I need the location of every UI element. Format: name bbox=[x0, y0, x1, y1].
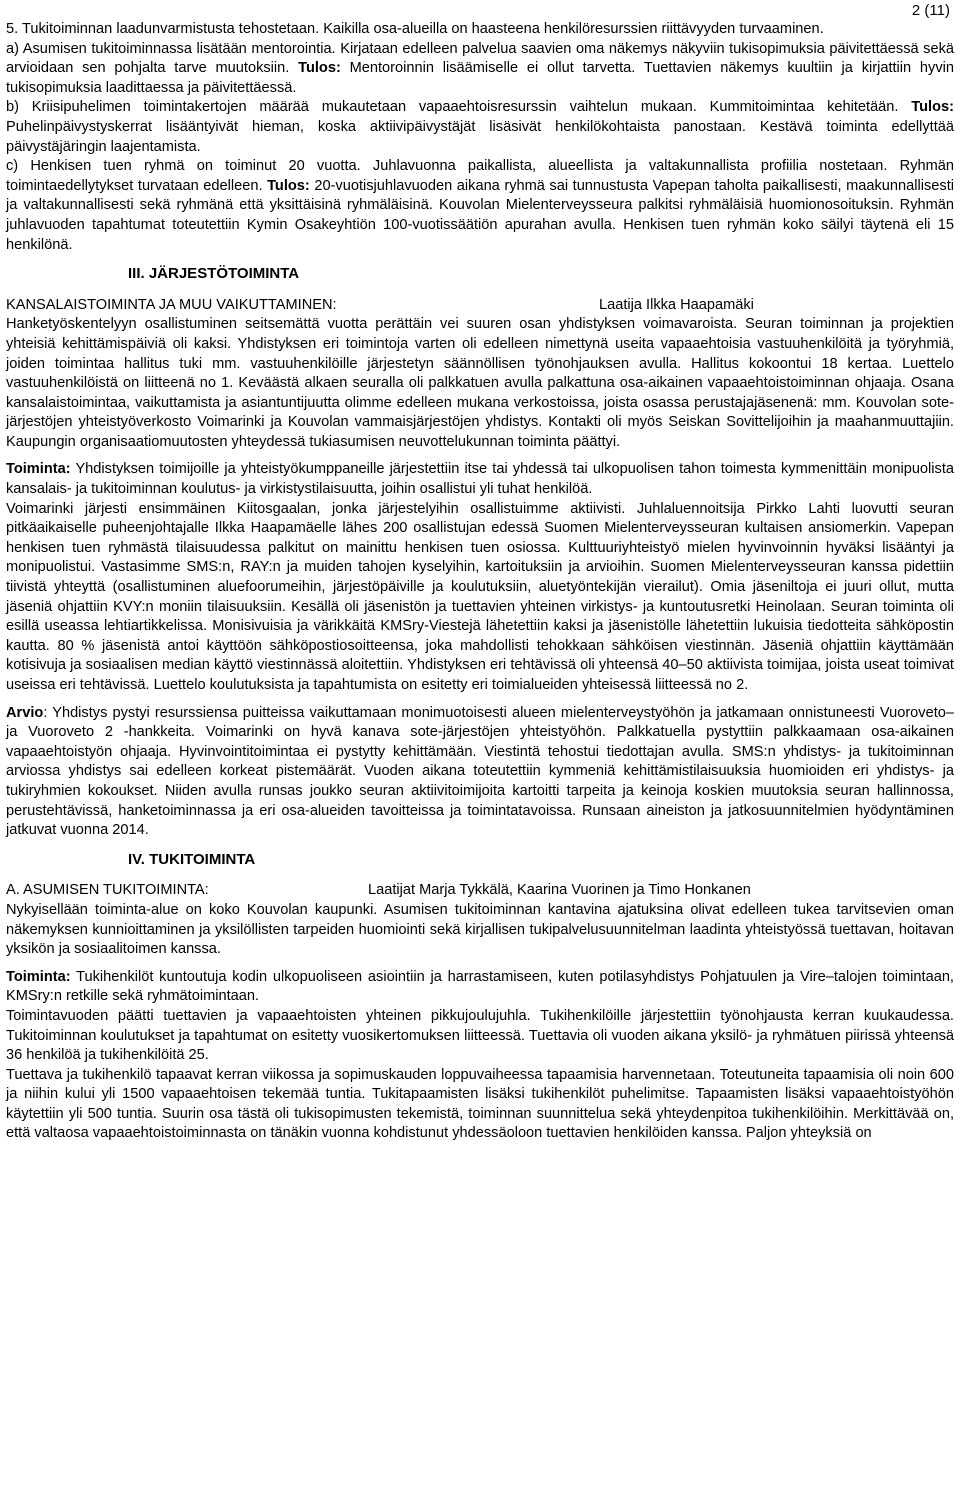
section-iv-authors: Laatijat Marja Tykkälä, Kaarina Vuorinen ja Timo Honkanen bbox=[368, 882, 751, 899]
section-iii-title: KANSALAISTOIMINTA JA MUU VAIKUTTAMINEN: bbox=[6, 296, 337, 313]
label-toiminta-iv: Toiminta: bbox=[6, 968, 71, 985]
paragraph-item-a bbox=[6, 40, 954, 99]
text-b-tulos: Puhelinpäivystyskerrat lisääntyivät hieman, koska aktiivipäivystäjät lisäsivät henkilökohtaista panostaan. Kestävä toiminta edellyttää päivystäjäringin laajentamista. bbox=[6, 118, 954, 155]
paragraph-iii-toiminta-2: Voimarinki järjesti ensimmäinen Kiitosgaalan, jonka järjestelyihin osallistuimme aktiivisti. Juhlaluennoitsija Pirkko Lahti luovutti seuran pitkäaikaiselle puheenjohtajalle Ilkka Haapamäelle lähes 200 osallistujan edessä Suomen Mielenterveysseuran kultaisen ansiomerkin. Vapepan henkisen tuen ryhmästä tilaisuudessa palkitut on mainittu henkisen tuen osiossa. Kulttuuriyhteistyö mielen hyvinvoinnin hyväksi lisääntyi ja monipuolistui. Vastasimme SMS:n, RAY:n ja muiden tahojen kyselyihin, kartoituksiin ja arvioihin. Suomen Mielenterveysseuran kanssa pidettiin tiivistä yhteyttä (osallistuminen aluefoorumeihin, järjestöpäiville ja koulutuksiin, aluetyöntekijän vierailut). Omia jäseniltoja ei juuri ollut, mutta jäseniä ohjattiin KVY:n moniin tilaisuuksiin. Kesällä oli jäsenistön ja tuettavien yhteinen virkistys- ja kuntoutusretki Heinolaan. Seuran toiminta oli esillä useassa lehtiartikkelissa. Monisivuisia ja värikkäitä KMSry-Viestejä lähetettiin kaksi ja jäsenistölle lähetettiin lukuisia tiedotteita sähköpostin kautta. 80 % jäsenistä antoi käyttöön sähköpostiosoitteensa, joka mahdollisti tehokkaan sähköisen viestinnän. Jäseniä ohjattiin käyttämään kotisivuja ja sosiaalisen median käyttö viestinnässä aloitettiin. Yhdistyksen eri tehtävissä oli yhteensä 40–50 aktiivista toimijaa, joista useat toimivat useissa eri tehtävissä. Luettelo koulutuksista ja tapahtumista on esitetty eri toimialueiden yhteisessä liitteessä no 2. bbox=[6, 500, 954, 693]
paragraph-iv-toiminta bbox=[6, 968, 954, 1007]
text-toiminta-iv: Tukihenkilöt kuntoutuja kodin ulkopuoliseen asiointiin ja harrastamiseen, kuten potilasyhdistys Pohjatuulen ja Vire–talojen toimintaan, KMSry:n retkille sekä ryhmätoimintaan. bbox=[6, 968, 954, 1005]
paragraph-iv-intro: Nykyisellään toiminta-alue on koko Kouvolan kaupunki. Asumisen tukitoiminnan kantavina ajatuksina olivat edelleen tukea tarvitsevien oman näkemyksen kunnioittaminen ja yksilöllisten tarpeiden huomiointi sekä kirjallisen tukipalvelusuunnitelman laadinta yhteistyössä tuettavan, hoitavan yksikön ja sosiaalitoimen kanssa. bbox=[6, 901, 954, 958]
text-a-tulos: Mentoroinnin lisäämiselle ei ollut tarvetta. Tuettavien näkemys kuultiin ja kirjattiin hyvin tukisopimuksia laadittaessa ja päivitettäessä. bbox=[6, 60, 954, 96]
text-c-tulos: 20-vuotisjuhlavuoden aikana ryhmä sai tunnustusta Vapepan taholta paikallisesti, maakunnallisesti ja valtakunnallisesti sekä ryhmänä että yksittäisinä ryhmäläisinä. Kouvolan Mielenterveysseura palkitsi ryhmäläisiä huomionosoituksin. Ryhmän juhlavuoden tapahtumat toteutettiin Kymin Osakeyhtiön 100-vuotissäätiön apurahan avulla. Henkisen tuen ryhmän koko säilyi täytenä eli 15 henkilönä. bbox=[6, 177, 954, 253]
label-tulos-b: Tulos: bbox=[911, 99, 954, 116]
section-iv-label-row bbox=[6, 881, 954, 901]
paragraph-iv-p2: Toimintavuoden päätti tuettavien ja vapaaehtoisten yhteinen pikkujoulujuhla. Tukihenkilöille järjestettiin työnohjausta kerran kuukaudessa. Tukitoiminnan koulutukset ja tapahtumat on esitetty vuosikertomuksen liitteessä. Tuettavia oli vuoden aikana yksilö- ja ryhmätuen piirissä yhteensä 36 henkilöä ja tukihenkilöitä 25. bbox=[6, 1007, 954, 1064]
document-body bbox=[6, 20, 954, 1144]
label-arvio: Arvio bbox=[6, 704, 44, 721]
paragraph-item-5: 5. Tukitoiminnan laadunvarmistusta tehostetaan. Kaikilla osa-alueilla on haasteena henkilöresurssien riittävyyden turvaaminen. bbox=[6, 21, 824, 37]
text-toiminta-iii: Yhdistyksen toimijoille ja yhteistyökumppaneille järjestettiin itse tai yhdessä tai ulkopuolisen tahon toimesta kymmenittäin monipuolista kansalais- ja tukitoiminnan koulutus- ja virkistystilaisuutta, joihin osallistui yli tuhat henkilöä. bbox=[6, 461, 954, 498]
paragraph-item-b bbox=[6, 98, 954, 157]
section-heading-iii: III. JÄRJESTÖTOIMINTA bbox=[128, 265, 300, 283]
paragraph-iv-p3: Tuettava ja tukihenkilö tapaavat kerran viikossa ja sopimuskauden loppuvaiheessa tapaamisia harvennetaan. Toteutuneita tapaamisia oli noin 600 ja niihin kului yli 1500 vapaaehtoisen tekemää tuntia. Tukitapaamisten lisäksi tukihenkilöt puhelimitse. Tapaamisten lisäksi vapaaehtoistyöhön käytettiin yli 500 tuntia. Suurin osa tästä oli tukisopimusten tekemistä, toiminnan suunnittelua sekä yhteydenpitoa tukihenkilöihin. Merkittävää on, että valtaosa vapaaehtoistoiminnasta on tänäkin vuonna kohdistunut yhdessäoloon tuettavien henkilöiden kanssa. Paljon yhteyksiä on bbox=[6, 1066, 954, 1142]
text-c: c) Henkisen tuen ryhmä on toiminut 20 vuotta. Juhlavuonna paikallista, alueellista ja valtakunnallista profiilia nostetaan. Ryhmän toimintaedellytykset turvataan edelleen. bbox=[6, 158, 954, 194]
label-tulos-a: Tulos: bbox=[298, 60, 341, 77]
text-a: a) Asumisen tukitoiminnassa lisätään mentorointia. Kirjataan edelleen palvelua saavien oma näkemys näkyviin tukisopimuksia päivitettäessä sekä arvioidaan sen pohjalta tarve muutoksiin. bbox=[6, 40, 954, 77]
section-heading-iv: IV. TUKITOIMINTA bbox=[128, 850, 256, 868]
section-iv-title: A. ASUMISEN TUKITOIMINTA: bbox=[6, 882, 209, 899]
section-iii-author: Laatija Ilkka Haapamäki bbox=[598, 296, 754, 313]
text-b: b) Kriisipuhelimen toimintakertojen määrää mukautetaan vapaaehtoisresurssin vaihtelun mukaan. Kummitoimintaa kehitetään. bbox=[6, 99, 912, 116]
label-toiminta-iii: Toiminta: bbox=[6, 461, 71, 478]
paragraph-iii-arvio bbox=[6, 704, 954, 841]
paragraph-iii-intro: Hanketyöskentelyyn osallistuminen seitsemättä vuotta perättäin vei suuren osan yhdistyksen voimavaroista. Seuran toiminnan ja projektien yhteisiä kehittämispäiviä oli kaksi. Yhdistyksen eri toimintoja varten oli edelleen nimettynä useita vapaaehtoisia vastuuhenkilöitä ja työryhmiä, joiden toimintaa hallitus tuki mm. vastuuhenkilöille järjestetyn säännöllisen työnohjauksen avulla. Hallitus kokoontui 18 kertaa. Luettelo vastuuhenkilöistä on liitteenä no 1. Keväästä alkaen seuralla oli palkkatuen avulla palkattuna osa-aikainen vapaaehtoistoiminnan ohjaaja. Osana kansalaistoimintaa, vaikuttamista ja asiantuntijuutta olimme edelleen mukana verkostoissa, joista osassa perustajajäsenenä: mm. Kouvolan sote-järjestöjen yhteistyöverkosto Voimarinki ja Kouvolan vammaisjärjestöjen yhdistys. Kontakti oli myös Seiskan Sovittelijoihin ja maahanmuuttajiin. Kaupungin organisaatiomuutosten yhteydessä tukiasumisen neuvottelukunnan toiminta päättyi. bbox=[6, 316, 954, 450]
paragraph-item-c bbox=[6, 157, 954, 255]
text-arvio: : Yhdistys pystyi resurssiensa puitteissa vaikuttamaan monimuotoisesti alueen mielenterveystyöhön ja jatkamaan onnistuneesti Vuoroveto– ja Vuoroveto 2 -hankkeita. Voimarinki on hyvä kanava sote-järjestöjen yhteistyöhön. Palkkatuella pystyttiin palkkaamaan osa-aikainen vapaaehtoistyön ohjaaja. Hyvinvointitoimintaa ei pystytty kehittämään. Viestintä tehostui tiedottajan avulla. SMS:n yhdistys- ja tukitoiminnan arviossa yhdistys sai edelleen korkeat pistemäärät. Vuoden aikana toteutettiin kymmeniä kehittämistilaisuuksia huomioiden eri yhdistys- ja tukiryhmien kokoukset. Niiden avulla runsas joukko seuran aktiivitoimijoita kartoitti tarpeita ja keinoja koskien muutoksia seuran hallinnossa, perustehtävissä, hanketoiminnassa ja eri osa-alueiden tavoitteissa ja toimintatavoissa. Runsaan aineiston ja jatkosuunnitelmien hyödyntäminen jatkuvat vuonna 2014. bbox=[6, 704, 954, 839]
section-iii-label-row bbox=[6, 296, 954, 316]
label-tulos-c: Tulos: bbox=[267, 177, 310, 194]
paragraph-iii-toiminta bbox=[6, 460, 954, 499]
page-number: 2 (11) bbox=[911, 2, 950, 19]
